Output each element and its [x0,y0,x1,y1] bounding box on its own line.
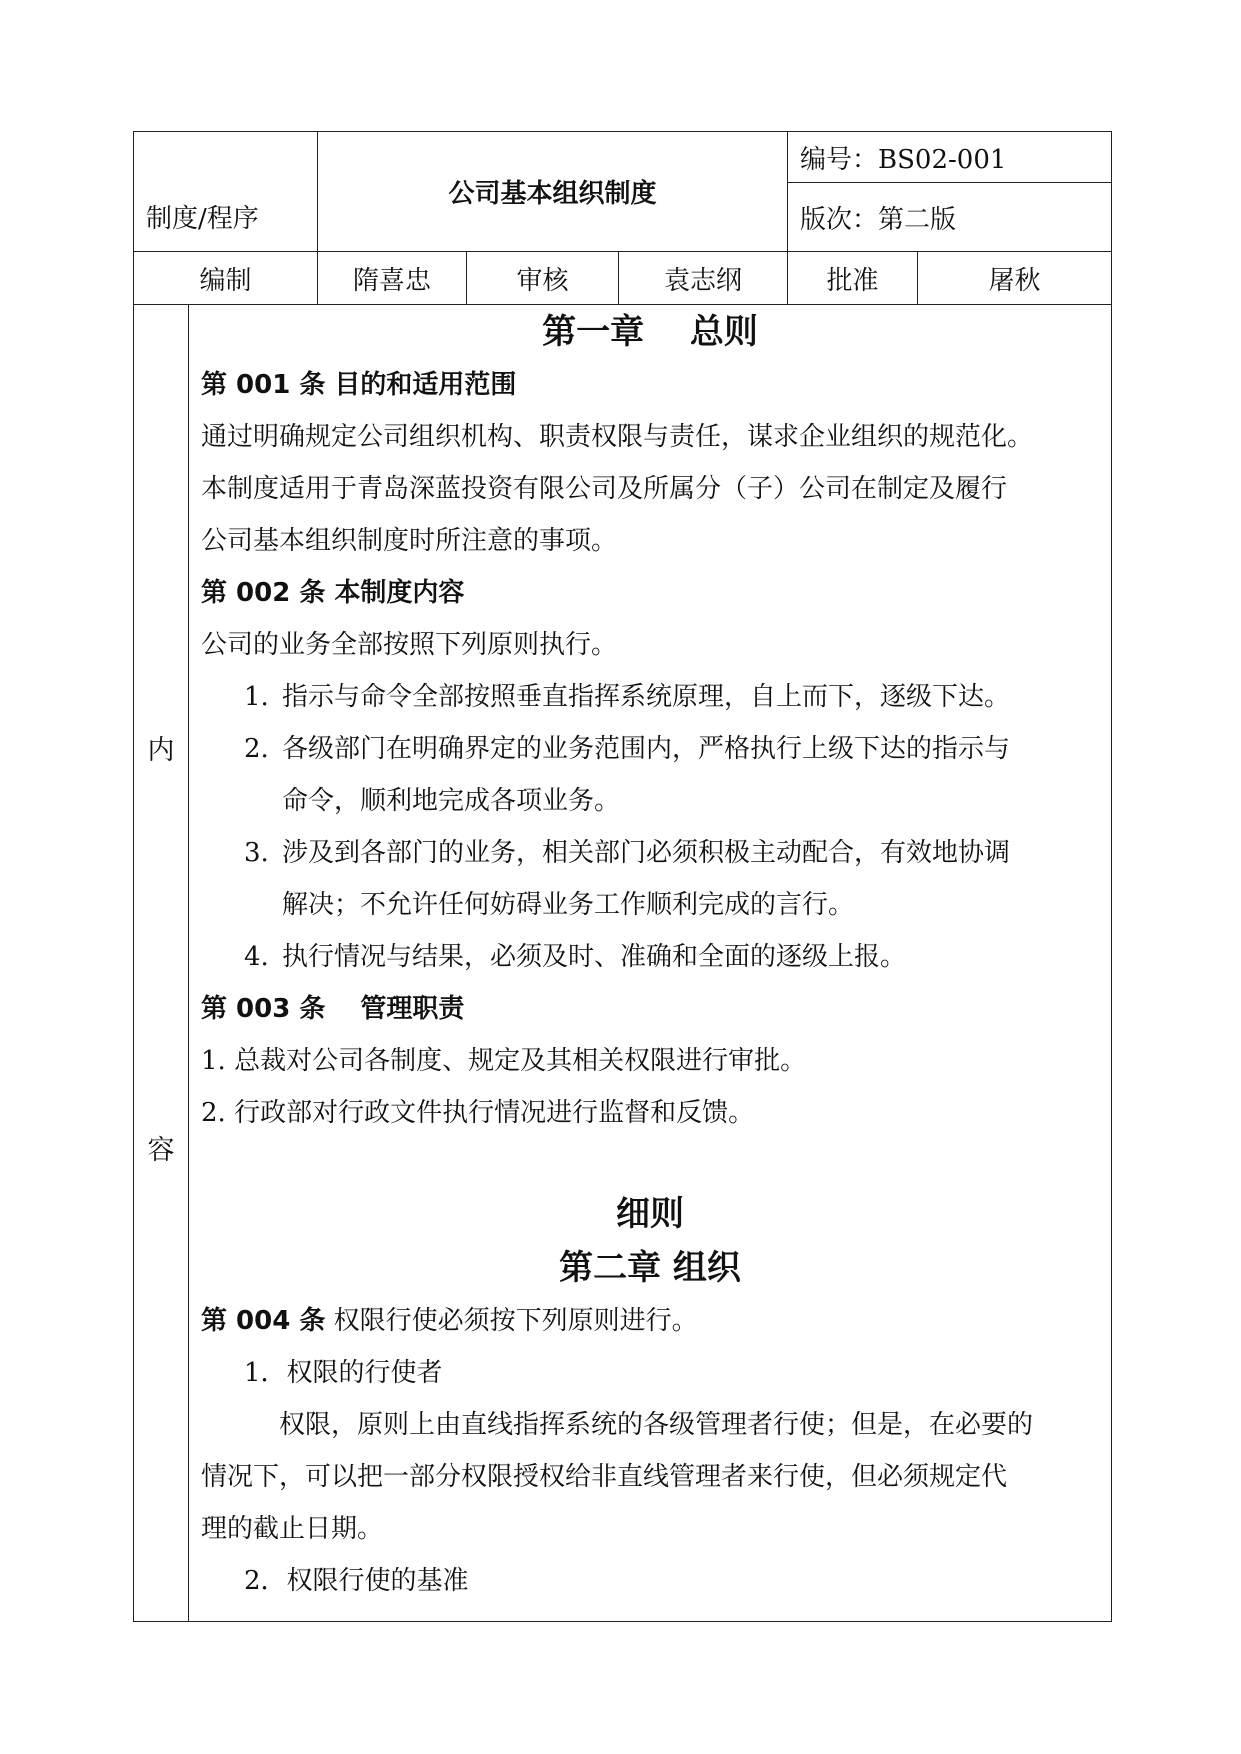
article-002-intro: 公司的业务全部按照下列原则执行。 [201,630,618,660]
document-title: 公司基本组织制度 [318,132,788,252]
article-004-text: 权限行使必须按下列原则进行。 [333,1306,698,1336]
content-side-label [134,305,189,1622]
list-item [201,671,1099,723]
list-item-number: 3. [244,838,269,868]
chapter-1-title: 第一章 总则 [542,312,758,352]
document-number: 编号：BS02-001 [788,132,1112,183]
list-item [201,931,1099,983]
content-body [189,305,1112,1622]
list-item [201,723,1099,775]
article-001-line-2: 本制度适用于青岛深蓝投资有限公司及所属分（子）公司在制定及履行 [201,474,1008,504]
document-version: 版次：第二版 [788,183,1112,252]
side-label-bottom: 容 [147,1135,175,1166]
document-table [133,131,1112,1622]
list-item [201,827,1099,879]
list-item-continuation: 命令，顺利地完成各项业务。 [282,786,621,816]
reviewer-label: 审核 [467,252,619,305]
article-004-subheading-2: 2．权限行使的基准 [244,1566,469,1596]
article-004-subheading-1: 1．权限的行使者 [244,1358,443,1388]
chapter-2-title: 第二章 组织 [559,1248,741,1288]
list-item-text: 指示与命令全部按照垂直指挥系统原理，自上而下，逐级下达。 [282,682,1011,712]
author-label: 编制 [134,252,318,305]
list-item-text: 涉及到各部门的业务，相关部门必须积极主动配合，有效地协调 [282,838,1011,868]
article-004-line [201,1295,1099,1347]
doc-type-label: 制度/程序 [134,132,318,252]
article-003-item-1: 1. 总裁对公司各制度、规定及其相关权限进行审批。 [201,1046,807,1076]
list-item-text: 执行情况与结果，必须及时、准确和全面的逐级上报。 [282,942,907,972]
list-item-number: 2. [244,734,269,764]
list-item-number: 1. [244,682,269,712]
author-name: 隋喜忠 [318,252,467,305]
article-004-paragraph-line-3: 理的截止日期。 [201,1514,384,1544]
list-item-number: 4. [244,942,269,972]
article-002-title: 第 002 条 本制度内容 [201,578,465,608]
list-item-continuation: 解决；不允许任何妨碍业务工作顺利完成的言行。 [282,890,855,920]
side-label-top: 内 [147,735,175,766]
article-001-line-3: 公司基本组织制度时所注意的事项。 [201,526,618,556]
list-item-text: 各级部门在明确界定的业务范围内，严格执行上级下达的指示与 [282,734,1011,764]
section-spacer [201,1139,1099,1187]
article-003-item-2: 2. 行政部对行政文件执行情况进行监督和反馈。 [201,1098,755,1128]
approver-label: 批准 [788,252,918,305]
article-003-title: 第 003 条 管理职责 [201,994,465,1024]
reviewer-name: 袁志纲 [619,252,788,305]
article-004-paragraph-line-1: 权限，原则上由直线指挥系统的各级管理者行使；但是，在必要的 [279,1410,1034,1440]
approver-name: 屠秋 [918,252,1112,305]
article-004-title: 第 004 条 [201,1306,326,1336]
article-001-title: 第 001 条 目的和适用范围 [201,370,517,400]
article-004-paragraph-line-2: 情况下，可以把一部分权限授权给非直线管理者来行使，但必须规定代 [201,1462,1008,1492]
rules-title: 细则 [616,1194,685,1234]
article-001-line-1: 通过明确规定公司组织机构、职责权限与责任，谋求企业组织的规范化。 [201,422,1034,452]
